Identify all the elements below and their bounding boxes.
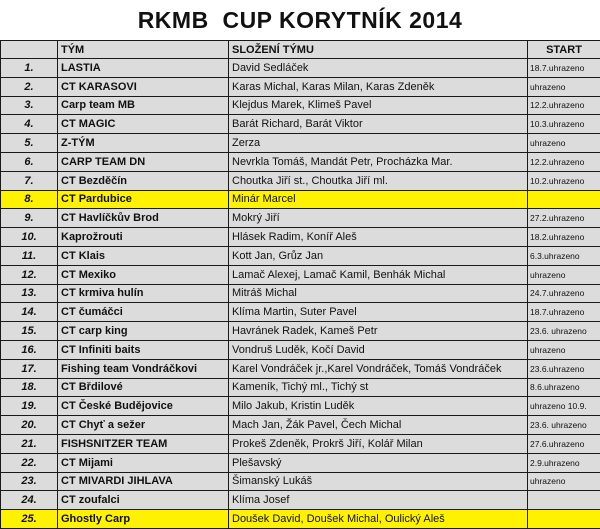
row-number: 12. <box>1 265 58 284</box>
start-status: 10.3.uhrazeno <box>528 115 600 134</box>
team-members: Zerza <box>229 134 528 153</box>
team-name: CT carp king <box>58 322 229 341</box>
team-name: CT čumáčci <box>58 303 229 322</box>
table-row <box>1 453 600 472</box>
team-name: CT Břdilové <box>58 378 229 397</box>
team-members: Lamač Alexej, Lamač Kamil, Benhák Michal <box>229 265 528 284</box>
table-row <box>1 434 600 453</box>
table-row <box>1 284 600 303</box>
table-row <box>1 491 600 510</box>
table-row <box>1 246 600 265</box>
team-name: CT Infiniti baits <box>58 340 229 359</box>
table-row <box>1 209 600 228</box>
table-row <box>1 416 600 435</box>
start-status: uhrazeno <box>528 265 600 284</box>
team-name: CT České Budějovice <box>58 397 229 416</box>
table-row <box>1 77 600 96</box>
team-members: Milo Jakub, Kristin Luděk <box>229 397 528 416</box>
team-name: Carp team MB <box>58 96 229 115</box>
start-status: uhrazeno 10.9. <box>528 397 600 416</box>
start-status: 27.2.uhrazeno <box>528 209 600 228</box>
page-title: RKMB CUP KORYTNÍK 2014 <box>0 0 600 40</box>
row-number: 4. <box>1 115 58 134</box>
table-row <box>1 510 600 529</box>
team-name: CT MIVARDI JIHLAVA <box>58 472 229 491</box>
start-status: 23.6.uhrazeno <box>528 359 600 378</box>
table-row <box>1 397 600 416</box>
team-members: Barát Richard, Barát Viktor <box>229 115 528 134</box>
team-members: Mitráš Michal <box>229 284 528 303</box>
team-name: CARP TEAM DN <box>58 152 229 171</box>
start-status: 8.6.uhrazeno <box>528 378 600 397</box>
team-name: CT Chyť a sežer <box>58 416 229 435</box>
start-status: uhrazeno <box>528 77 600 96</box>
start-status <box>528 510 600 529</box>
table-row <box>1 59 600 78</box>
team-members: Choutka Jiří st., Choutka Jiří ml. <box>229 171 528 190</box>
start-status <box>528 190 600 209</box>
row-number: 18. <box>1 378 58 397</box>
table-row <box>1 152 600 171</box>
start-status: 18.7.uhrazeno <box>528 59 600 78</box>
table-row <box>1 190 600 209</box>
header-members: SLOŽENÍ TÝMU <box>229 41 528 59</box>
team-name: CT zoufalci <box>58 491 229 510</box>
team-members: Prokeš Zdeněk, Prokrš Jiří, Kolář Milan <box>229 434 528 453</box>
start-status: 12.2.uhrazeno <box>528 152 600 171</box>
row-number: 8. <box>1 190 58 209</box>
start-status: uhrazeno <box>528 472 600 491</box>
start-status: 18.2.uhrazeno <box>528 228 600 247</box>
row-number: 21. <box>1 434 58 453</box>
table-row <box>1 134 600 153</box>
row-number: 17. <box>1 359 58 378</box>
header-start: START <box>528 41 600 59</box>
table-row <box>1 96 600 115</box>
row-number: 13. <box>1 284 58 303</box>
team-name: Z-TÝM <box>58 134 229 153</box>
row-number: 24. <box>1 491 58 510</box>
team-members: Minár Marcel <box>229 190 528 209</box>
table-row <box>1 322 600 341</box>
team-name: CT krmiva hulín <box>58 284 229 303</box>
row-number: 10. <box>1 228 58 247</box>
row-number: 7. <box>1 171 58 190</box>
row-number: 9. <box>1 209 58 228</box>
row-number: 2. <box>1 77 58 96</box>
table-row <box>1 359 600 378</box>
start-status: uhrazeno <box>528 340 600 359</box>
row-number: 1. <box>1 59 58 78</box>
table-row <box>1 472 600 491</box>
team-name: CT Bezděčín <box>58 171 229 190</box>
team-name: LASTIA <box>58 59 229 78</box>
row-number: 25. <box>1 510 58 529</box>
start-status: 27.6.uhrazeno <box>528 434 600 453</box>
team-members: Karas Michal, Karas Milan, Karas Zdeněk <box>229 77 528 96</box>
team-members: Havránek Radek, Kameš Petr <box>229 322 528 341</box>
team-members: Hlásek Radim, Koníř Aleš <box>229 228 528 247</box>
table-row <box>1 228 600 247</box>
table-row <box>1 115 600 134</box>
header-num <box>1 41 58 59</box>
team-members: Klíma Martin, Suter Pavel <box>229 303 528 322</box>
team-members: Karel Vondráček jr.,Karel Vondráček, Tomáš Vondráček <box>229 359 528 378</box>
team-members: Doušek David, Doušek Michal, Oulický Aleš <box>229 510 528 529</box>
start-status: uhrazeno <box>528 134 600 153</box>
team-members: Vondruš Luděk, Kočí David <box>229 340 528 359</box>
start-status <box>528 491 600 510</box>
team-name: CT Pardubice <box>58 190 229 209</box>
team-members: Klejdus Marek, Klimeš Pavel <box>229 96 528 115</box>
start-status: 23.6. uhrazeno <box>528 322 600 341</box>
team-members: Klíma Josef <box>229 491 528 510</box>
row-number: 6. <box>1 152 58 171</box>
table-row <box>1 265 600 284</box>
table-header-row <box>1 41 600 59</box>
start-status: 18.7.uhrazeno <box>528 303 600 322</box>
start-status: 2.9.uhrazeno <box>528 453 600 472</box>
table-row <box>1 303 600 322</box>
team-name: FISHSNITZER TEAM <box>58 434 229 453</box>
team-name: CT Havlíčkův Brod <box>58 209 229 228</box>
team-members: Kameník, Tichý ml., Tichý st <box>229 378 528 397</box>
table-row <box>1 171 600 190</box>
row-number: 22. <box>1 453 58 472</box>
row-number: 16. <box>1 340 58 359</box>
team-members: David Sedláček <box>229 59 528 78</box>
header-team: TÝM <box>58 41 229 59</box>
row-number: 15. <box>1 322 58 341</box>
row-number: 5. <box>1 134 58 153</box>
table-row <box>1 340 600 359</box>
team-name: Fishing team Vondráčkovi <box>58 359 229 378</box>
team-name: CT Klais <box>58 246 229 265</box>
row-number: 19. <box>1 397 58 416</box>
team-members: Šimanský Lukáš <box>229 472 528 491</box>
start-status: 24.7.uhrazeno <box>528 284 600 303</box>
table-row <box>1 378 600 397</box>
start-status: 6.3.uhrazeno <box>528 246 600 265</box>
start-status: 23.6. uhrazeno <box>528 416 600 435</box>
start-status: 10.2.uhrazeno <box>528 171 600 190</box>
team-members: Kott Jan, Grůz Jan <box>229 246 528 265</box>
team-name: CT MAGIC <box>58 115 229 134</box>
team-members: Mach Jan, Žák Pavel, Čech Michal <box>229 416 528 435</box>
team-name: CT Mijami <box>58 453 229 472</box>
row-number: 23. <box>1 472 58 491</box>
team-name: Kaprožrouti <box>58 228 229 247</box>
team-members: Nevrkla Tomáš, Mandát Petr, Procházka Mar. <box>229 152 528 171</box>
row-number: 14. <box>1 303 58 322</box>
row-number: 3. <box>1 96 58 115</box>
row-number: 11. <box>1 246 58 265</box>
team-name: Ghostly Carp <box>58 510 229 529</box>
team-name: CT Mexiko <box>58 265 229 284</box>
row-number: 20. <box>1 416 58 435</box>
team-members: Plešavský <box>229 453 528 472</box>
team-members: Mokrý Jiří <box>229 209 528 228</box>
start-status: 12.2.uhrazeno <box>528 96 600 115</box>
team-name: CT KARASOVI <box>58 77 229 96</box>
teams-table <box>0 40 600 529</box>
